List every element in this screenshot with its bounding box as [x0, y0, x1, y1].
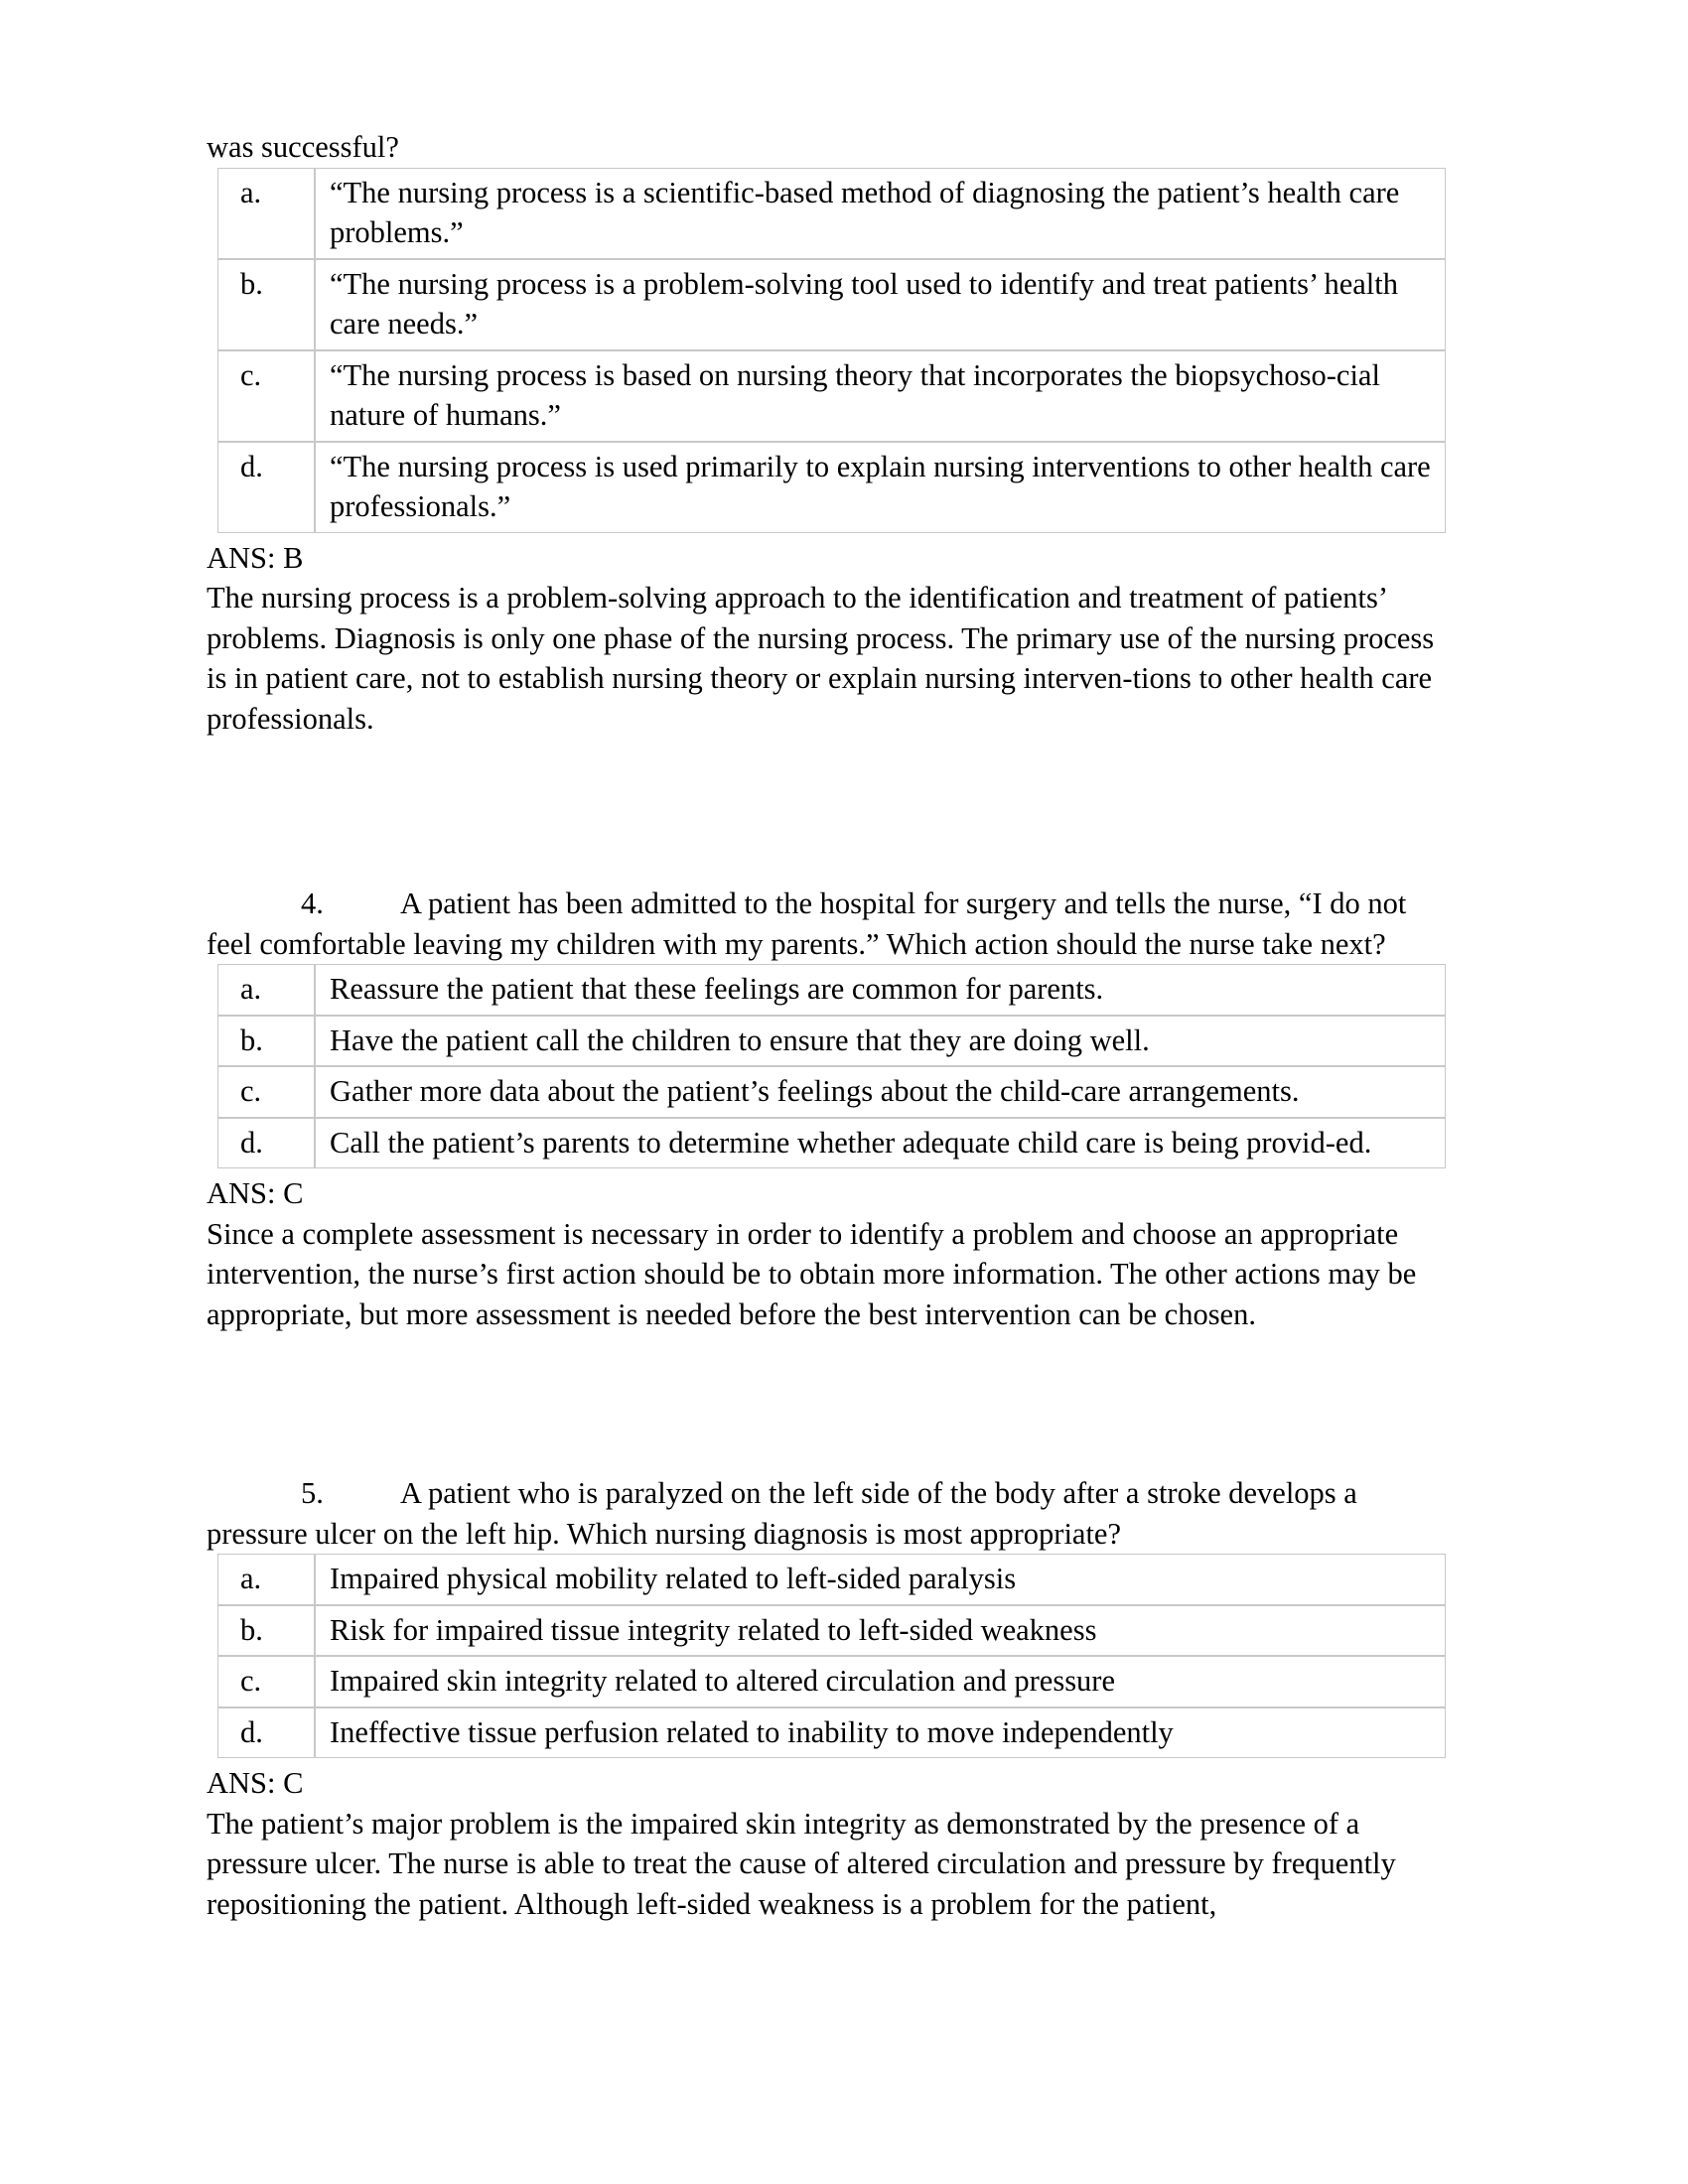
option-text: Impaired skin integrity related to altered circulation and pressure	[315, 1656, 1446, 1707]
option-text: Ineffective tissue perfusion related to inability to move independently	[315, 1707, 1446, 1759]
answer-options-table-q3	[217, 168, 1446, 533]
option-text: Call the patient’s parents to determine whether adequate child care is being provid-ed.	[315, 1118, 1446, 1169]
question-number-q5: 5.	[301, 1476, 324, 1510]
option-text: “The nursing process is based on nursing theory that incorporates the biopsychoso-cial nature of humans.”	[315, 350, 1446, 442]
option-label: b.	[217, 1016, 315, 1067]
table-row[interactable]	[217, 259, 1446, 350]
option-label: c.	[217, 350, 315, 442]
option-text: “The nursing process is used primarily to explain nursing interventions to other health care professionals.”	[315, 442, 1446, 533]
answer-options-table-q4	[217, 964, 1446, 1168]
rationale-q3: The nursing process is a problem-solving approach to the identification and treatment of patients’ problems. Diagnosis is only one phase of the nursing process. The primary use of the nursing process is in patient care, not to establish nursing theory or explain nursing interven-tions to other health care professionals.	[207, 581, 1435, 736]
table-row[interactable]	[217, 1707, 1446, 1759]
option-label: d.	[217, 442, 315, 533]
document-body	[207, 127, 1446, 1924]
option-label: c.	[217, 1066, 315, 1118]
table-row[interactable]	[217, 350, 1446, 442]
option-label: a.	[217, 964, 315, 1016]
option-label: d.	[217, 1118, 315, 1169]
question-stem-q4	[207, 884, 1446, 964]
table-row[interactable]	[217, 168, 1446, 259]
option-label: a.	[217, 1554, 315, 1605]
table-row[interactable]	[217, 1554, 1446, 1605]
option-text: “The nursing process is a problem-solving tool used to identify and treat patients’ health care needs.”	[315, 259, 1446, 350]
question-number-q4: 4.	[301, 887, 324, 920]
answer-options-table-q5	[217, 1554, 1446, 1758]
rationale-q4: Since a complete assessment is necessary in order to identify a problem and choose an appropriate intervention, the nurse’s first action should be to obtain more information. The other actions may be appropriate, but more assessment is needed before the best intervention can be chosen.	[207, 1216, 1417, 1331]
option-text: Impaired physical mobility related to left-sided paralysis	[315, 1554, 1446, 1605]
option-label: b.	[217, 1605, 315, 1657]
option-text: “The nursing process is a scientific-based method of diagnosing the patient’s health care problems.”	[315, 168, 1446, 259]
table-row[interactable]	[217, 964, 1446, 1016]
answer-key-q5: ANS: C	[207, 1766, 304, 1800]
rationale-q5: The patient’s major problem is the impaired skin integrity as demonstrated by the presence of a pressure ulcer. The nurse is able to treat the cause of altered circulation and pressure by frequently repositioning the patient. Although left-sided weakness is a problem for the patient,	[207, 1806, 1396, 1921]
table-row[interactable]	[217, 1118, 1446, 1169]
section-spacer	[207, 1334, 1446, 1473]
section-spacer	[207, 739, 1446, 884]
table-row[interactable]	[217, 1066, 1446, 1118]
continued-stem-line: was successful?	[207, 130, 399, 164]
option-label: b.	[217, 259, 315, 350]
option-text: Risk for impaired tissue integrity related to left-sided weakness	[315, 1605, 1446, 1657]
table-row[interactable]	[217, 1016, 1446, 1067]
question-stem-text-q4: A patient has been admitted to the hospital for surgery and tells the nurse, “I do not feel comfortable leaving my children with my parents.” Which action should the nurse take next?	[207, 887, 1407, 961]
option-label: d.	[217, 1707, 315, 1759]
option-text: Gather more data about the patient’s feelings about the child-care arrangements.	[315, 1066, 1446, 1118]
option-label: a.	[217, 168, 315, 259]
answer-key-q3: ANS: B	[207, 540, 304, 575]
question-stem-text-q5: A patient who is paralyzed on the left side of the body after a stroke develops a pressure ulcer on the left hip. Which nursing diagnosis is most appropriate?	[207, 1476, 1357, 1551]
table-row[interactable]	[217, 442, 1446, 533]
answer-key-q4: ANS: C	[207, 1176, 304, 1210]
question-stem-q5	[207, 1473, 1446, 1554]
option-text: Have the patient call the children to ensure that they are doing well.	[315, 1016, 1446, 1067]
option-label: c.	[217, 1656, 315, 1707]
table-row[interactable]	[217, 1656, 1446, 1707]
option-text: Reassure the patient that these feelings are common for parents.	[315, 964, 1446, 1016]
table-row[interactable]	[217, 1605, 1446, 1657]
